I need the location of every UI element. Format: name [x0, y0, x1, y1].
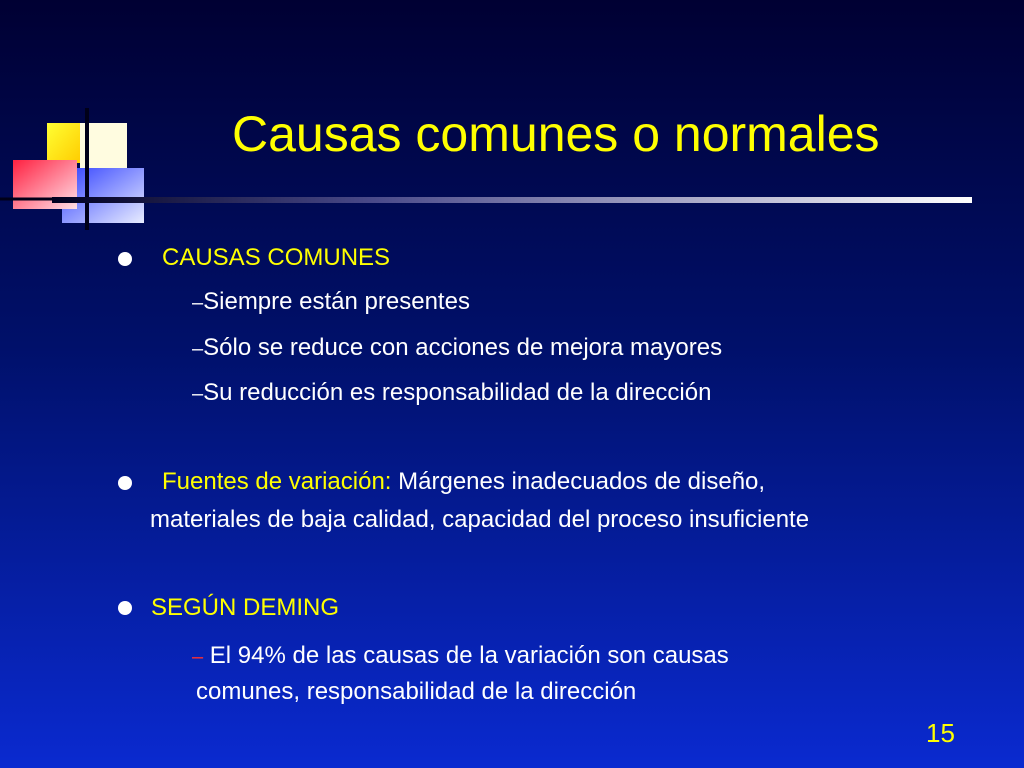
yellow-square — [47, 123, 80, 163]
sub-item — [192, 379, 711, 408]
section-heading-causas-comunes: CAUSAS COMUNES — [162, 244, 391, 271]
bullet-icon — [118, 476, 132, 490]
sub-item — [192, 288, 470, 317]
slide-title: Causas comunes o normales — [232, 106, 880, 162]
sub-item-text: Siempre están presentes — [203, 288, 470, 315]
fuentes-text-2: materiales de baja calidad, capacidad del proceso insuficiente — [150, 506, 810, 533]
dash-icon: – — [192, 383, 204, 405]
sub-item — [192, 334, 722, 363]
dash-icon: – — [192, 338, 204, 360]
section-heading-segun-deming: SEGÚN DEMING — [151, 594, 340, 621]
bullet-icon — [118, 252, 132, 266]
fuentes-text-1: Márgenes inadecuados de diseño, — [398, 468, 766, 495]
slide-page-number: 15 — [926, 718, 955, 748]
sub-item — [192, 642, 729, 671]
sub-item-text: Sólo se reduce con acciones de mejora mayores — [203, 334, 723, 361]
dash-icon: – — [192, 292, 204, 314]
decorative-squares-logo — [0, 0, 160, 230]
sub-item-text: El 94% de las causas de la variación son causas — [209, 642, 729, 669]
bullet-icon — [118, 601, 132, 615]
dash-icon: – — [192, 646, 204, 668]
fuentes-line-1 — [162, 468, 765, 496]
sub-item-continuation: comunes, responsabilidad de la dirección — [196, 678, 637, 705]
section-heading-fuentes: Fuentes de variación: — [162, 468, 392, 495]
sub-item-text: Su reducción es responsabilidad de la dirección — [203, 379, 712, 406]
title-underline — [52, 197, 972, 203]
